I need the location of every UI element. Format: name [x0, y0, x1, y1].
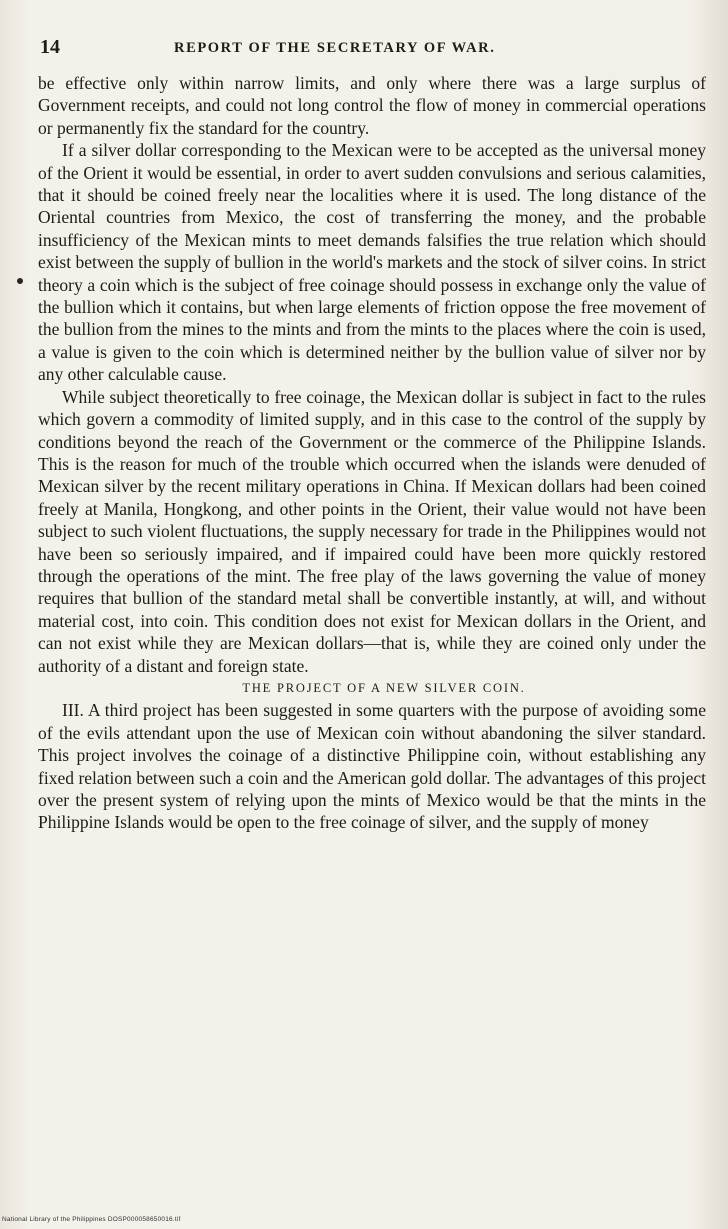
running-head: REPORT OF THE SECRETARY OF WAR. — [174, 40, 496, 56]
paragraph-continuation: be effective only within narrow limits, and only where there was a large surplus of Government receipts, and could not long control the flow of money in commercial operations or permanently fix the standard for the country. — [38, 73, 706, 138]
page-header — [40, 36, 700, 60]
page-number: 14 — [40, 36, 60, 58]
paragraph: If a silver dollar corresponding to the Mexican were to be accepted as the universal money of the Orient it would be essential, in order to avert sudden convulsions and serious calamities, that it should be coined freely near the localities where it is used. The long distance of the Oriental countries from Mexico, the cost of transferring the money, and the probable insufficiency of the Mexican mints to meet demands falsifies the true relation which should exist between the supply of bullion in the world's markets and the stock of silver coins. In strict theory a coin which is the subject of free coinage should possess in exchange only the value of the bullion which it contains, but when large elements of friction oppose the free movement of the bullion from the mines to the mints and from the mints to the places where the coin is used, a value is given to the coin which is determined neither by the bullion value of silver nor by any other calculable cause. — [38, 140, 706, 385]
paragraph: While subject theoretically to free coinage, the Mexican dollar is subject in fact to the rules which govern a commodity of limited supply, and in this case to the control of the supply by conditions beyond the reach of the Government or the commerce of the Philippine Islands. This is the reason for much of the trouble which occurred when the islands were denuded of Mexican silver by the recent military operations in China. If Mexican dollars had been coined freely at Manila, Hongkong, and other points in the Orient, their value would not have been subject to such violent fluctuations, the supply necessary for trade in the Philippines would not have been so seriously impaired, and if impaired could have been more quickly restored through the operations of the mint. The free play of the laws governing the value of money requires that bullion of the standard metal shall be convertible instantly, at will, and without material cost, into coin. This condition does not exist for Mexican dollars in the Orient, and can not exist while they are Mexican dollars—that is, while they are coined only under the authority of a distant and foreign state. — [38, 386, 706, 676]
margin-mark — [17, 278, 23, 284]
section-heading: THE PROJECT OF A NEW SILVER COIN. — [242, 680, 526, 695]
paragraph: III. A third project has been suggested in some quarters with the purpose of avoiding some of the evils attendant upon the use of Mexican coin without abandoning the silver standard. This project involves the coinage of a distinctive Philippine coin, without establishing any fixed relation between such a coin and the American gold dollar. The advantages of this project over the present system of relying upon the mints of Mexico would be that the mints in the Philippine Islands would be open to the free coinage of silver, and the supply of money — [38, 700, 706, 833]
scan-footer: National Library of the Philippines DOSP000058650016.tif — [2, 1216, 181, 1223]
body-text — [38, 72, 706, 834]
